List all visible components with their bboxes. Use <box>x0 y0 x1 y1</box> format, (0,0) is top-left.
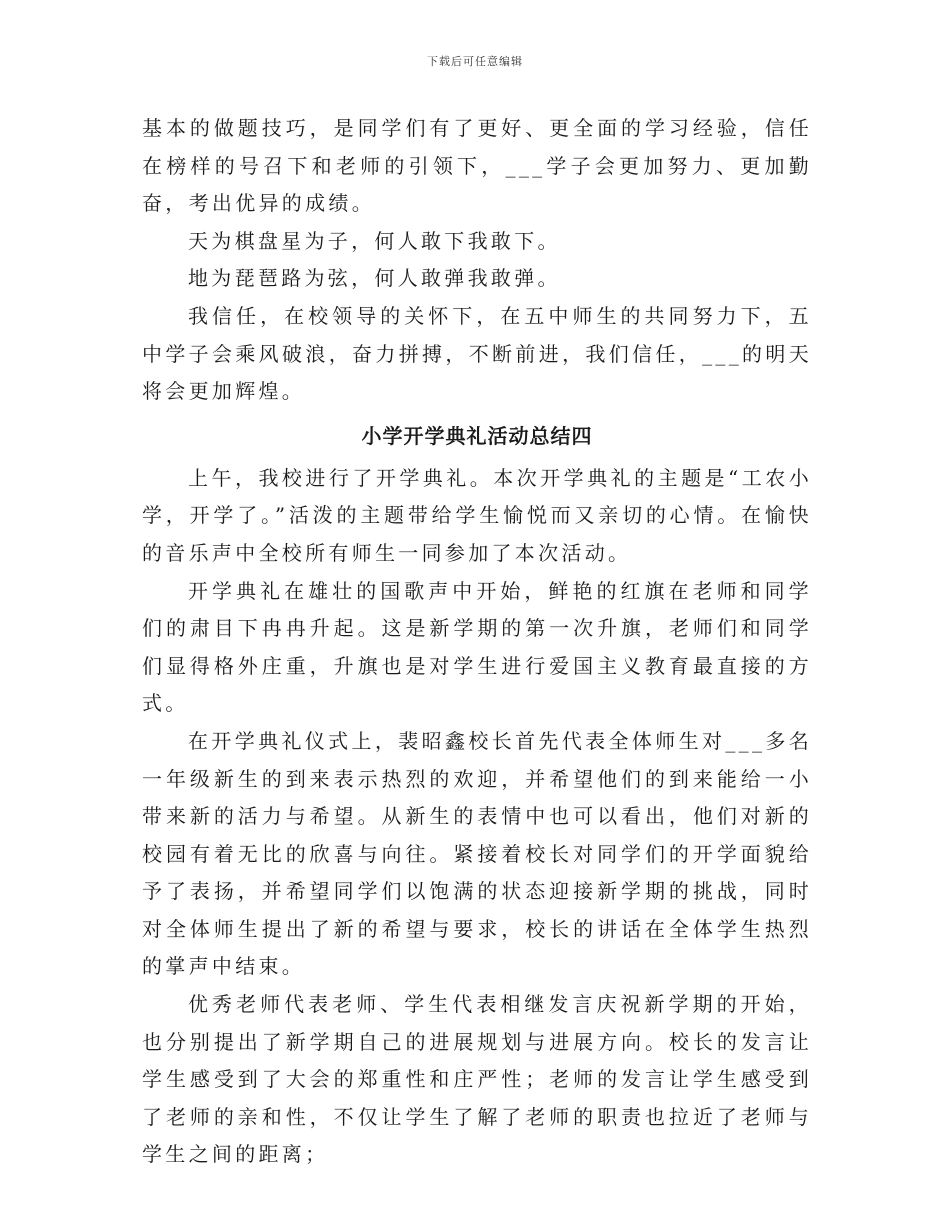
document-body <box>142 110 812 1174</box>
section-title: 小学开学典礼活动总结四 <box>361 423 593 448</box>
paragraph-flag-raising: 开学典礼在雄壮的国歌声中开始，鲜艳的红旗在老师和同学们的肃目下冉冉升起。这是新学期的第一次升旗，老师们和同学们显得格外庄重，升旗也是对学生进行爱国主义教育最直接的方式。 <box>142 578 812 716</box>
paragraph-principal-speech: 在开学典礼仪式上，裴昭鑫校长首先代表全体师生对___多名一年级新生的到来表示热烈的欢迎，并希望他们的到来能给一小带来新的活力与希望。从新生的表情中也可以看出，他们对新的校园有着无比的欣喜与向往。紧接着校长对同学们的开学面貌给予了表扬，并希望同学们以饱满的状态迎接新学期的挑战，同时对全体师生提出了新的希望与要求，校长的讲话在全体学生热烈的掌声中结束。 <box>142 728 812 979</box>
paragraph-continuation: 基本的做题技巧，是同学们有了更好、更全面的学习经验，信任在榜样的号召下和老师的引领下，___学子会更加努力、更加勤奋，考出优异的成绩。 <box>142 116 812 216</box>
poem-line-2: 地为琵琶路为弦，何人敢弹我敢弹。 <box>188 266 561 291</box>
poem-line-1: 天为棋盘星为子，何人敢下我敢下。 <box>188 228 561 253</box>
page-header: 下载后可任意编辑 <box>427 55 523 68</box>
paragraph-closing: 我信任，在校领导的关怀下，在五中师生的共同努力下，五中学子会乘风破浪，奋力拼搏，不断前进，我们信任，___的明天将会更加辉煌。 <box>142 303 812 404</box>
paragraph-representatives: 优秀老师代表老师、学生代表相继发言庆祝新学期的开始，也分别提出了新学期自己的进展规划与进展方向。校长的发言让学生感受到了大会的郑重性和庄严性；老师的发言让学生感受到了老师的亲和性，不仅让学生了解了老师的职责也拉近了老师与学生之间的距离； <box>142 992 812 1167</box>
paragraph-opening: 上午，我校进行了开学典礼。本次开学典礼的主题是“工农小学，开学了。”活泼的主题带给学生愉悦而又亲切的心情。在愉快的音乐声中全校所有师生一同参加了本次活动。 <box>142 465 812 565</box>
